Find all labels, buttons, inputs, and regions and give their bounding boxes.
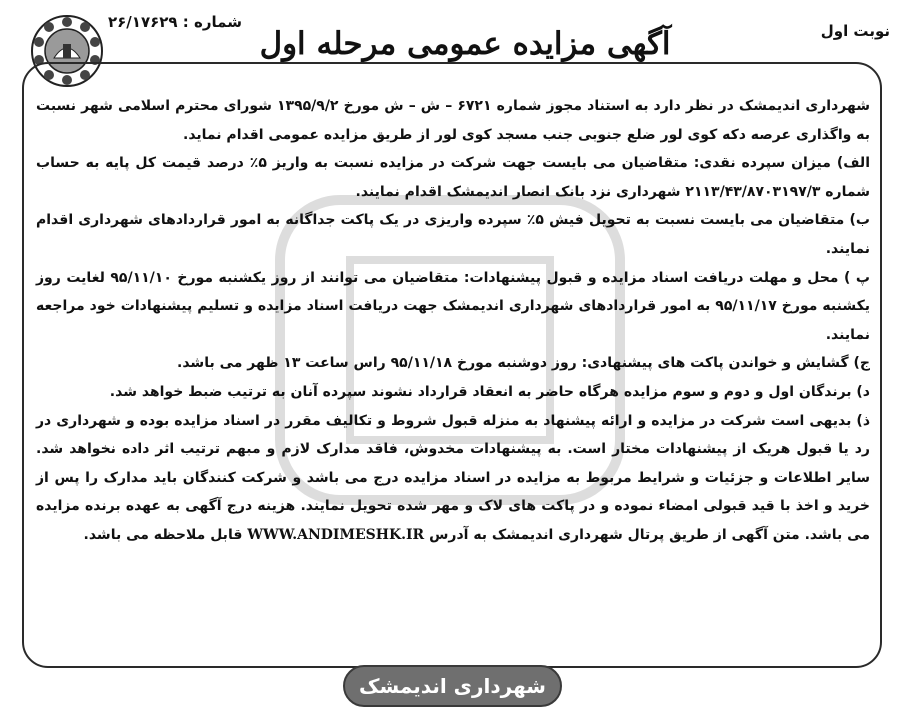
paragraph-pe: پ ) محل و مهلت دریافت اسناد مزایده و قبول پیشنهادات: متقاضیان می توانند از روز یکشنبه مورخ ۹۵/۱۱/۱۰ لغایت روز یکشنبه مورخ ۹۵/۱۱/۱۷ به امور قراردادهای شهرداری اندیمشک جهت دریافت اسناد مزایده و تسلیم پیشنهادات خود مراجعه نمایند.: [36, 269, 871, 343]
paragraph-zal: [36, 407, 870, 550]
round-label: نوبت اول: [820, 22, 890, 40]
paragraph-intro: شهرداری اندیمشک در نظر دارد به استناد مجوز شماره ۶۷۲۱ – ش – ش مورخ ۱۳۹۵/۹/۲ شورای محترم اسلامی شهر نسبت به واگذاری عرصه دکه کوی لور ضلع جنوبی جنب مسجد کوی لور از طریق مزایده عمومی اقدام نماید.: [36, 98, 870, 143]
signature-label: شهرداری اندیمشک: [359, 674, 546, 698]
page-title: آگهی مزایده عمومی مرحله اول: [259, 26, 671, 62]
notice-body: [36, 92, 870, 550]
paragraph-dal: د) برندگان اول و دوم و سوم مزایده هرگاه حاضر به انعقاد قرارداد نشوند سپرده آنان به ترتیب ضبط خواهد شد.: [109, 383, 870, 400]
signature-box: [343, 665, 562, 707]
paragraph-zal-ending: قابل ملاحظه می باشد.: [83, 526, 243, 543]
paragraph-jim: ج) گشایش و خواندن پاکت های پیشنهادی: روز دوشنبه مورخ ۹۵/۱۱/۱۸ راس ساعت ۱۳ ظهر می باشد.: [177, 355, 870, 372]
website-link[interactable]: WWW.ANDIMESHK.IR: [247, 526, 425, 543]
paragraph-be: ب) متقاضیان می بایست نسبت به تحویل فیش ۵٪ سپرده واریزی در یک پاکت جداگانه به امور قراردادهای شهرداری اقدام نمایند.: [36, 212, 870, 257]
paragraph-alef: الف) میزان سپرده نقدی: متقاضیان می بایست جهت شرکت در مزایده نسبت به واریز ۵٪ درصد قیمت کل پایه به حساب شماره ۲۱۱۳/۴۳/۸۷۰۳۱۹۷/۳ شهرداری نزد بانک انصار اندیمشک اقدام نمایند.: [36, 155, 870, 200]
paragraph-zal-text: ذ) بدیهی است شرکت در مزایده و ارائه پیشنهاد به منزله قبول شروط و تکالیف مقرر در اسناد مزایده بوده و شهرداری در رد یا قبول هریک از پیشنهادات مختار است. به پیشنهادات مخدوش، فاقد مدارک لازم و مبهم ترتیب اثر داده نخواهد شد. سایر اطلاعات و جزئیات و شرایط مربوط به مزایده در اسناد مزایده درج می باشد و شرکت کنندگان باید مدارک را پس از خرید و اخذ با قید قبولی امضاء نموده و در پاکت های لاک و مهر شده تحویل نمایند. هزینه درج آگهی به عهده برنده مزایده می باشد. متن آگهی از طریق پرتال شهرداری اندیمشک به آدرس: [36, 412, 870, 543]
ad-number: شماره : ۲۶/۱۷۶۲۹: [108, 13, 242, 31]
